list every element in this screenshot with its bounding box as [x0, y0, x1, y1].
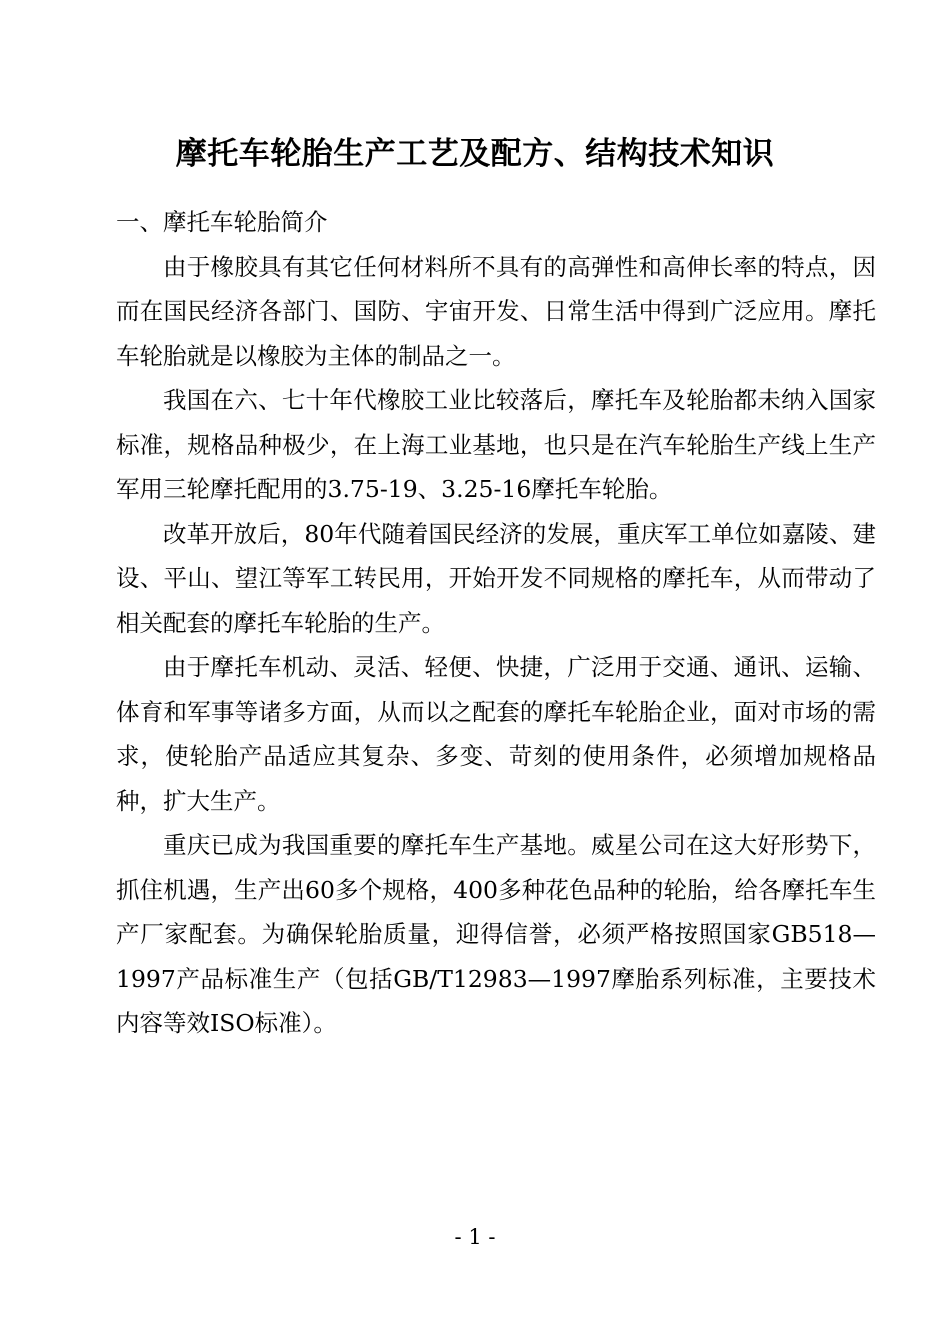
- paragraph-5: 重庆已成为我国重要的摩托车生产基地。威星公司在这大好形势下，抓住机遇，生产出60多个规格，400多种花色品种的轮胎，给各摩托车生产厂家配套。为确保轮胎质量，迎得信誉，必须严格按照国家GB518—1997产品标准生产（包括GB/T12983—1997摩胎系列标准，主要技术内容等效ISO标准）。: [116, 831, 876, 1037]
- paragraph-2: 我国在六、七十年代橡胶工业比较落后，摩托车及轮胎都未纳入国家标准，规格品种极少，在上海工业基地，也只是在汽车轮胎生产线上生产军用三轮摩托配用的3.75-19、3.25-16摩托车轮胎。: [116, 386, 876, 503]
- paragraph-1: 由于橡胶具有其它任何材料所不具有的高弹性和高伸长率的特点，因而在国民经济各部门、国防、宇宙开发、日常生活中得到广泛应用。摩托车轮胎就是以橡胶为主体的制品之一。: [116, 252, 876, 370]
- document-body: [116, 200, 876, 1046]
- page-number: - 1 -: [454, 1225, 496, 1249]
- paragraph-3: 改革开放后，80年代随着国民经济的发展，重庆军工单位如嘉陵、建设、平山、望江等军工转民用，开始开发不同规格的摩托车，从而带动了相关配套的摩托车轮胎的生产。: [116, 519, 876, 637]
- section-heading: 一、摩托车轮胎简介: [116, 208, 328, 236]
- document-title: 摩托车轮胎生产工艺及配方、结构技术知识: [175, 135, 775, 172]
- paragraph-4: 由于摩托车机动、灵活、轻便、快捷，广泛用于交通、通讯、运输、体育和军事等诸多方面，从而以之配套的摩托车轮胎企业，面对市场的需求，使轮胎产品适应其复杂、多变、苛刻的使用条件，必须增加规格品种，扩大生产。: [116, 653, 876, 815]
